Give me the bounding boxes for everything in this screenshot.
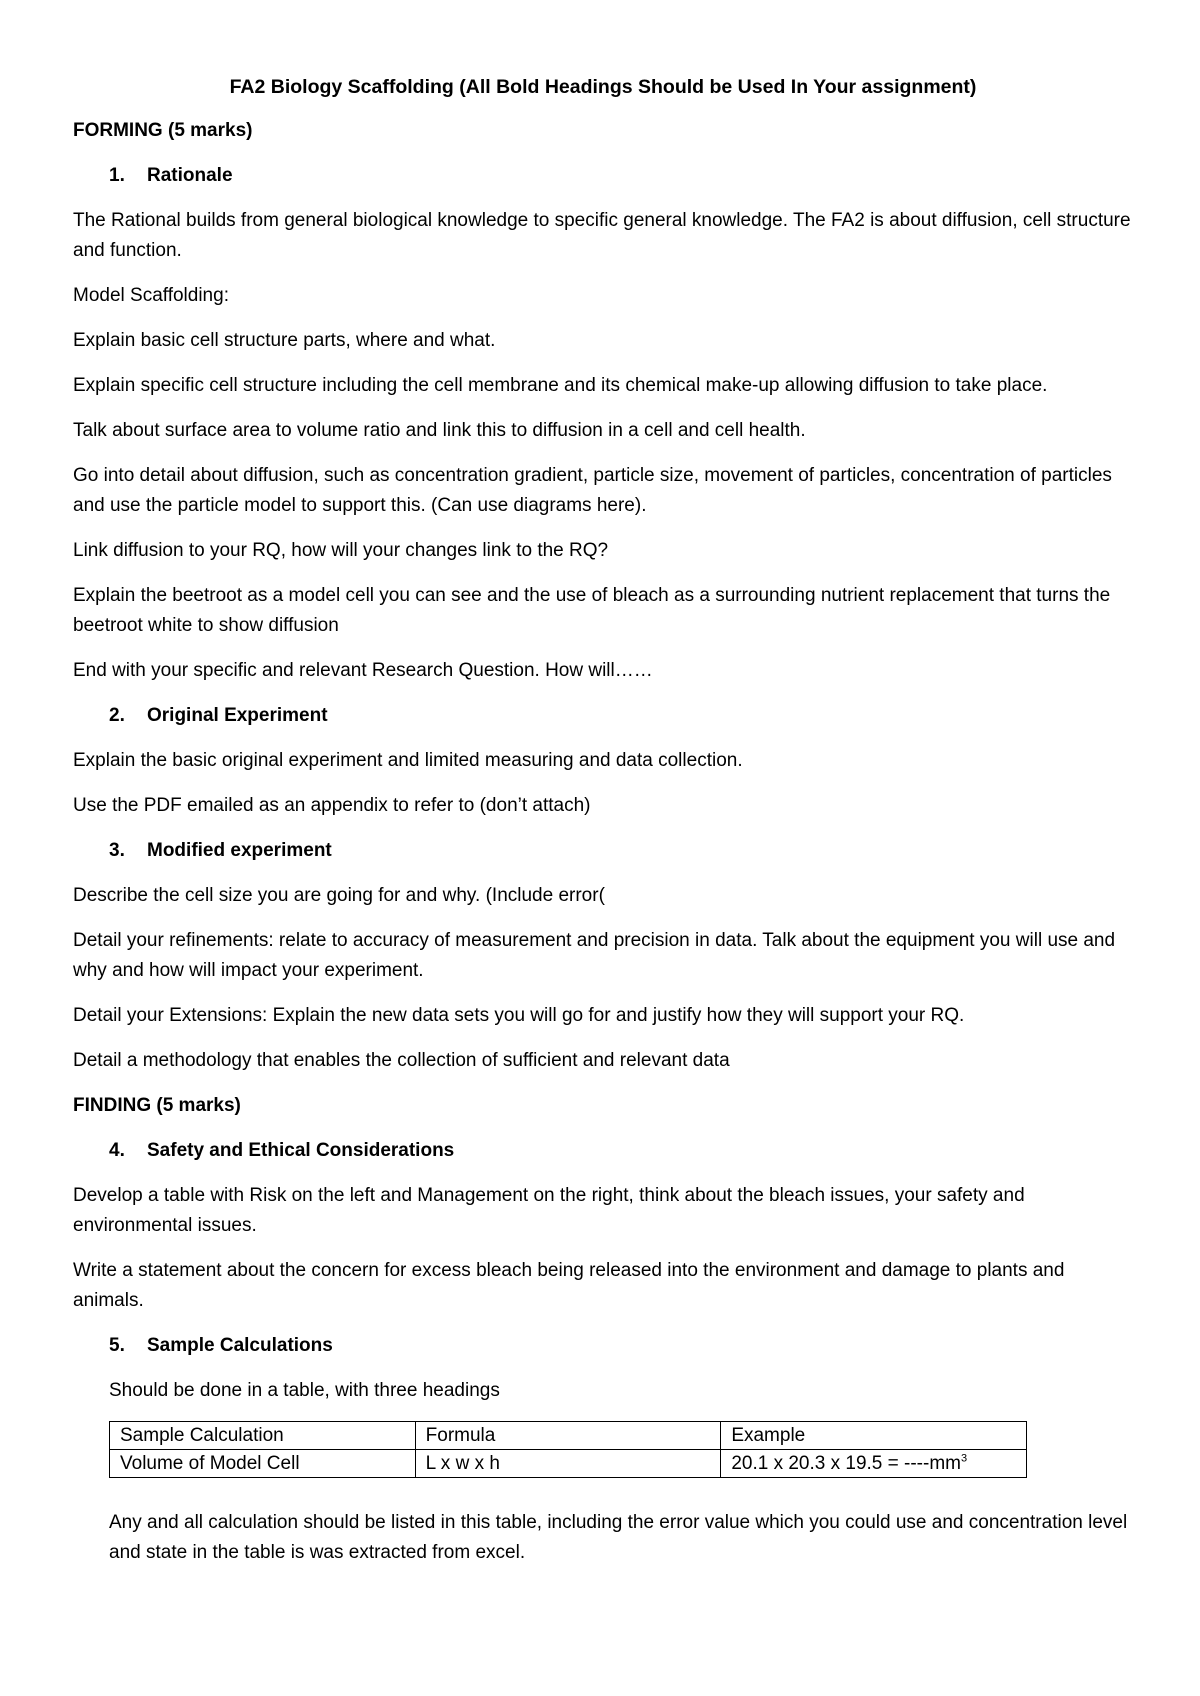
rationale-paragraph: Explain specific cell structure including the cell membrane and its chemical make-up allowing diffusion to take place. (73, 375, 1048, 396)
rationale-title: Rationale (147, 165, 233, 186)
original-experiment-paragraph: Explain the basic original experiment and limited measuring and data collection. (73, 750, 743, 771)
rationale-paragraph: End with your specific and relevant Research Question. How will…… (73, 660, 653, 681)
original-experiment-paragraph: Use the PDF emailed as an appendix to refer to (don’t attach) (73, 795, 591, 816)
finding-heading: FINDING (5 marks) (73, 1095, 241, 1116)
rationale-paragraph: Explain basic cell structure parts, where and what. (73, 330, 496, 351)
table-header-cell: Sample Calculation (110, 1422, 416, 1450)
sample-calculations-number: 5. (109, 1335, 125, 1356)
sample-calculations-heading (73, 1331, 1133, 1361)
document-title: FA2 Biology Scaffolding (All Bold Headings Should be Used In Your assignment) (229, 76, 977, 98)
modified-experiment-paragraph: Detail a methodology that enables the collection of sufficient and relevant data (73, 1050, 730, 1071)
original-experiment-heading (73, 701, 1133, 731)
modified-experiment-paragraph: Detail your Extensions: Explain the new data sets you will go for and justify how they will support your RQ. (73, 1005, 965, 1026)
modified-experiment-paragraph: Detail your refinements: relate to accuracy of measurement and precision in data. Talk about the equipment you will use and why and how will impact your experiment. (73, 930, 1116, 981)
rationale-heading (73, 161, 1133, 191)
table-header-cell: Example (721, 1422, 1027, 1450)
table-header-row (110, 1422, 1027, 1450)
rationale-paragraph: The Rational builds from general biological knowledge to specific general knowledge. The FA2 is about diffusion, cell structure and function. (73, 210, 1131, 261)
rationale-paragraph: Explain the beetroot as a model cell you can see and the use of bleach as a surrounding nutrient replacement that turns the beetroot white to show diffusion (73, 585, 1111, 636)
table-header-cell: Formula (415, 1422, 721, 1450)
example-value: 20.1 x 20.3 x 19.5 = ----mm (731, 1453, 961, 1474)
table-cell: Volume of Model Cell (110, 1450, 416, 1478)
safety-paragraph: Develop a table with Risk on the left and Management on the right, think about the bleach issues, your safety and environmental issues. (73, 1185, 1025, 1236)
modified-experiment-number: 3. (109, 840, 125, 861)
table-row (110, 1450, 1027, 1478)
rationale-number: 1. (109, 165, 125, 186)
table-cell-example (721, 1450, 1027, 1478)
sample-calculation-table (109, 1421, 1027, 1478)
original-experiment-number: 2. (109, 705, 125, 726)
cubed-superscript: 3 (960, 1452, 968, 1465)
safety-heading (73, 1136, 1133, 1166)
rationale-paragraph: Model Scaffolding: (73, 285, 229, 306)
modified-experiment-title: Modified experiment (147, 840, 332, 861)
modified-experiment-heading (73, 836, 1133, 866)
safety-title: Safety and Ethical Considerations (147, 1140, 455, 1161)
document-page (73, 72, 1133, 1583)
table-cell: L x w x h (415, 1450, 721, 1478)
original-experiment-title: Original Experiment (147, 705, 328, 726)
sample-calculations-intro: Should be done in a table, with three headings (109, 1380, 500, 1401)
modified-experiment-paragraph: Describe the cell size you are going for and why. (Include error( (73, 885, 605, 906)
safety-number: 4. (109, 1140, 125, 1161)
rationale-paragraph: Talk about surface area to volume ratio and link this to diffusion in a cell and cell health. (73, 420, 806, 441)
sample-calculations-title: Sample Calculations (147, 1335, 333, 1356)
sample-calculations-closing: Any and all calculation should be listed in this table, including the error value which you could use and concentration level and state in the table is was extracted from excel. (109, 1512, 1128, 1563)
rationale-paragraph: Go into detail about diffusion, such as concentration gradient, particle size, movement of particles, concentration of particles and use the particle model to support this. (Can use diagrams here). (73, 465, 1112, 516)
forming-heading: FORMING (5 marks) (73, 120, 253, 141)
rationale-paragraph: Link diffusion to your RQ, how will your changes link to the RQ? (73, 540, 609, 561)
safety-paragraph: Write a statement about the concern for excess bleach being released into the environment and damage to plants and animals. (73, 1260, 1065, 1311)
